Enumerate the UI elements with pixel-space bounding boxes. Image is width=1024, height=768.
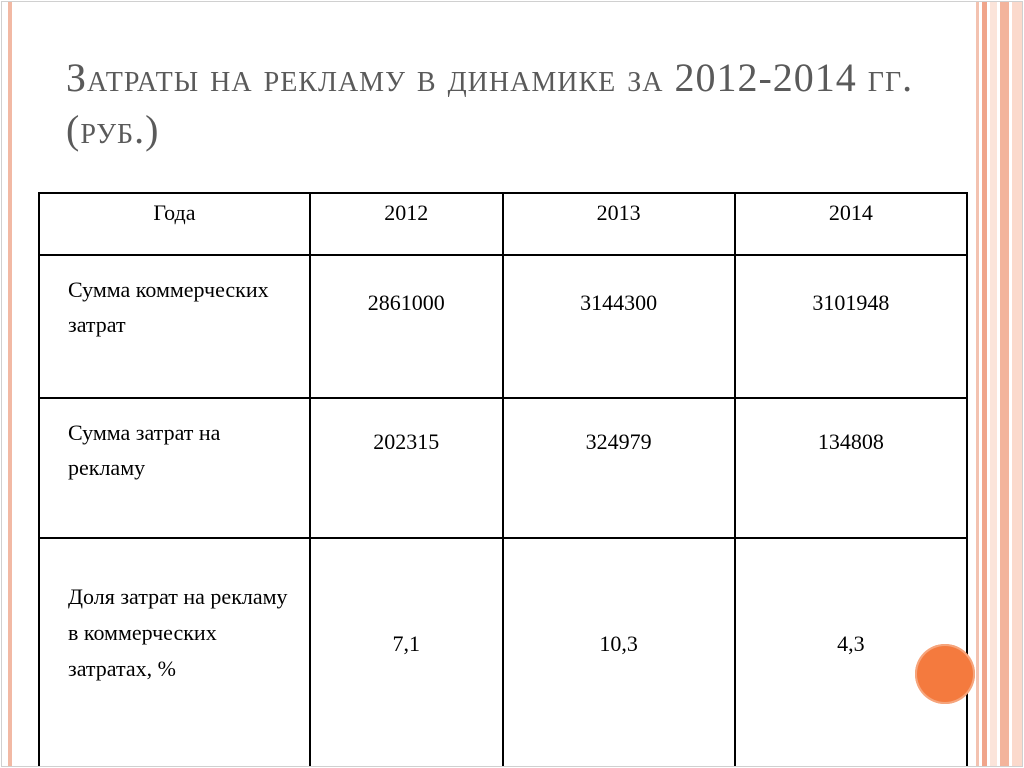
left-accent-stripe: [8, 2, 12, 767]
slide: [1, 1, 1023, 767]
row-label: Сумма коммерческих затрат: [39, 255, 310, 398]
stripe: [1000, 2, 1009, 767]
row-label: Сумма затрат на рекламу: [39, 398, 310, 538]
stripe: [990, 2, 997, 767]
header-cell-2014: 2014: [735, 193, 967, 255]
slide-title: Затраты на рекламу в динамике за 2012-2014 гг. (руб.): [66, 55, 914, 152]
stripe: [976, 2, 979, 767]
row-label: Доля затрат на рекламу в коммерческих затратах, %: [39, 538, 310, 767]
table-cell: 134808: [735, 398, 967, 538]
table-cell: 10,3: [503, 538, 735, 767]
table-row: [39, 255, 967, 398]
table-cell: 3101948: [735, 255, 967, 398]
table-row: [39, 398, 967, 538]
stripe: [982, 2, 987, 767]
header-cell-years: Года: [39, 193, 310, 255]
table-header-row: [39, 193, 967, 255]
right-decorative-stripes: [976, 2, 1022, 767]
expenses-table: [38, 192, 968, 767]
table-row: [39, 538, 967, 767]
table-cell: 202315: [310, 398, 503, 538]
decorative-circle: [915, 644, 975, 704]
table-cell: 7,1: [310, 538, 503, 767]
table-cell: 4,3: [735, 538, 967, 767]
table-cell: 2861000: [310, 255, 503, 398]
header-cell-2013: 2013: [503, 193, 735, 255]
header-cell-2012: 2012: [310, 193, 503, 255]
table-cell: 324979: [503, 398, 735, 538]
stripe: [1012, 2, 1022, 767]
table-cell: 3144300: [503, 255, 735, 398]
